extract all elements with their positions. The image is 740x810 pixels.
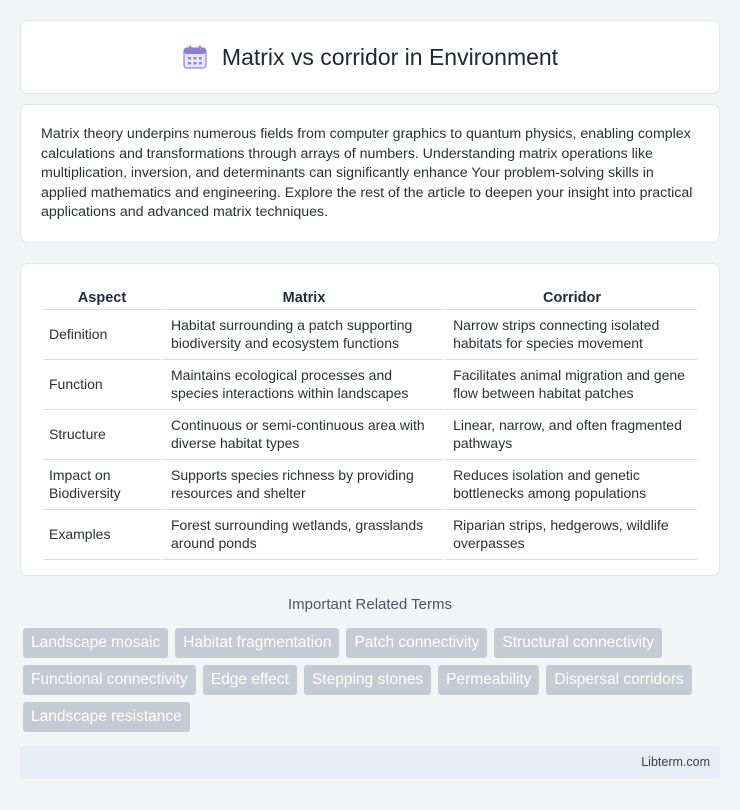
related-term-tag[interactable]: Patch connectivity [346, 628, 487, 658]
matrix-cell: Supports species richness by providing resources and shelter [161, 460, 443, 510]
related-terms-list [23, 628, 723, 732]
footer-site-link[interactable]: Libterm.com [641, 755, 710, 769]
matrix-cell: Continuous or semi-continuous area with diverse habitat types [161, 410, 443, 460]
related-term-tag[interactable]: Stepping stones [304, 665, 431, 695]
comparison-table [43, 286, 697, 560]
related-term-tag[interactable]: Structural connectivity [494, 628, 662, 658]
related-term-tag[interactable]: Edge effect [203, 665, 297, 695]
related-term-tag[interactable]: Landscape mosaic [23, 628, 168, 658]
aspect-cell: Function [43, 360, 161, 410]
related-term-tag[interactable]: Habitat fragmentation [175, 628, 339, 658]
table-row [43, 310, 697, 360]
table-row [43, 410, 697, 460]
page-title: Matrix vs corridor in Environment [221, 43, 559, 70]
corridor-cell: Reduces isolation and genetic bottlenecks among populations [443, 460, 697, 510]
aspect-cell: Impact on Biodiversity [43, 460, 161, 510]
matrix-cell: Forest surrounding wetlands, grasslands around ponds [161, 510, 443, 560]
corridor-cell: Facilitates animal migration and gene flow between habitat patches [443, 360, 697, 410]
corridor-cell: Linear, narrow, and often fragmented pathways [443, 410, 697, 460]
matrix-cell: Maintains ecological processes and species interactions within landscapes [161, 360, 443, 410]
table-header-row [43, 286, 697, 310]
related-term-tag[interactable]: Permeability [438, 665, 539, 695]
table-row [43, 360, 697, 410]
related-term-tag[interactable]: Functional connectivity [23, 665, 196, 695]
related-term-tag[interactable]: Dispersal corridors [546, 665, 691, 695]
related-term-tag[interactable]: Landscape resistance [23, 702, 190, 732]
column-header-matrix: Matrix [161, 286, 443, 310]
column-header-aspect: Aspect [43, 286, 161, 310]
matrix-cell: Habitat surrounding a patch supporting biodiversity and ecosystem functions [161, 310, 443, 360]
related-terms-title: Important Related Terms [288, 596, 452, 613]
aspect-cell: Structure [43, 410, 161, 460]
column-header-corridor: Corridor [443, 286, 697, 310]
aspect-cell: Definition [43, 310, 161, 360]
comparison-table-card [20, 263, 720, 576]
intro-card [20, 104, 720, 243]
corridor-cell: Narrow strips connecting isolated habitats for species movement [443, 310, 697, 360]
footer [20, 746, 720, 779]
intro-paragraph: Matrix theory underpins numerous fields from computer graphics to quantum physics, enabling complex calculations and transformations through arrays of numbers. Understanding matrix operations like multiplication, inversion, and determinants can significantly enhance Your problem-solving skills in applied mathematics and engineering. Explore the rest of the article to deepen your insight into practical applications and advanced matrix techniques. [41, 126, 693, 221]
corridor-cell: Riparian strips, hedgerows, wildlife overpasses [443, 510, 697, 560]
table-row [43, 460, 697, 510]
table-row [43, 510, 697, 560]
aspect-cell: Examples [43, 510, 161, 560]
header-card [20, 20, 720, 94]
calendar-icon [182, 44, 208, 70]
